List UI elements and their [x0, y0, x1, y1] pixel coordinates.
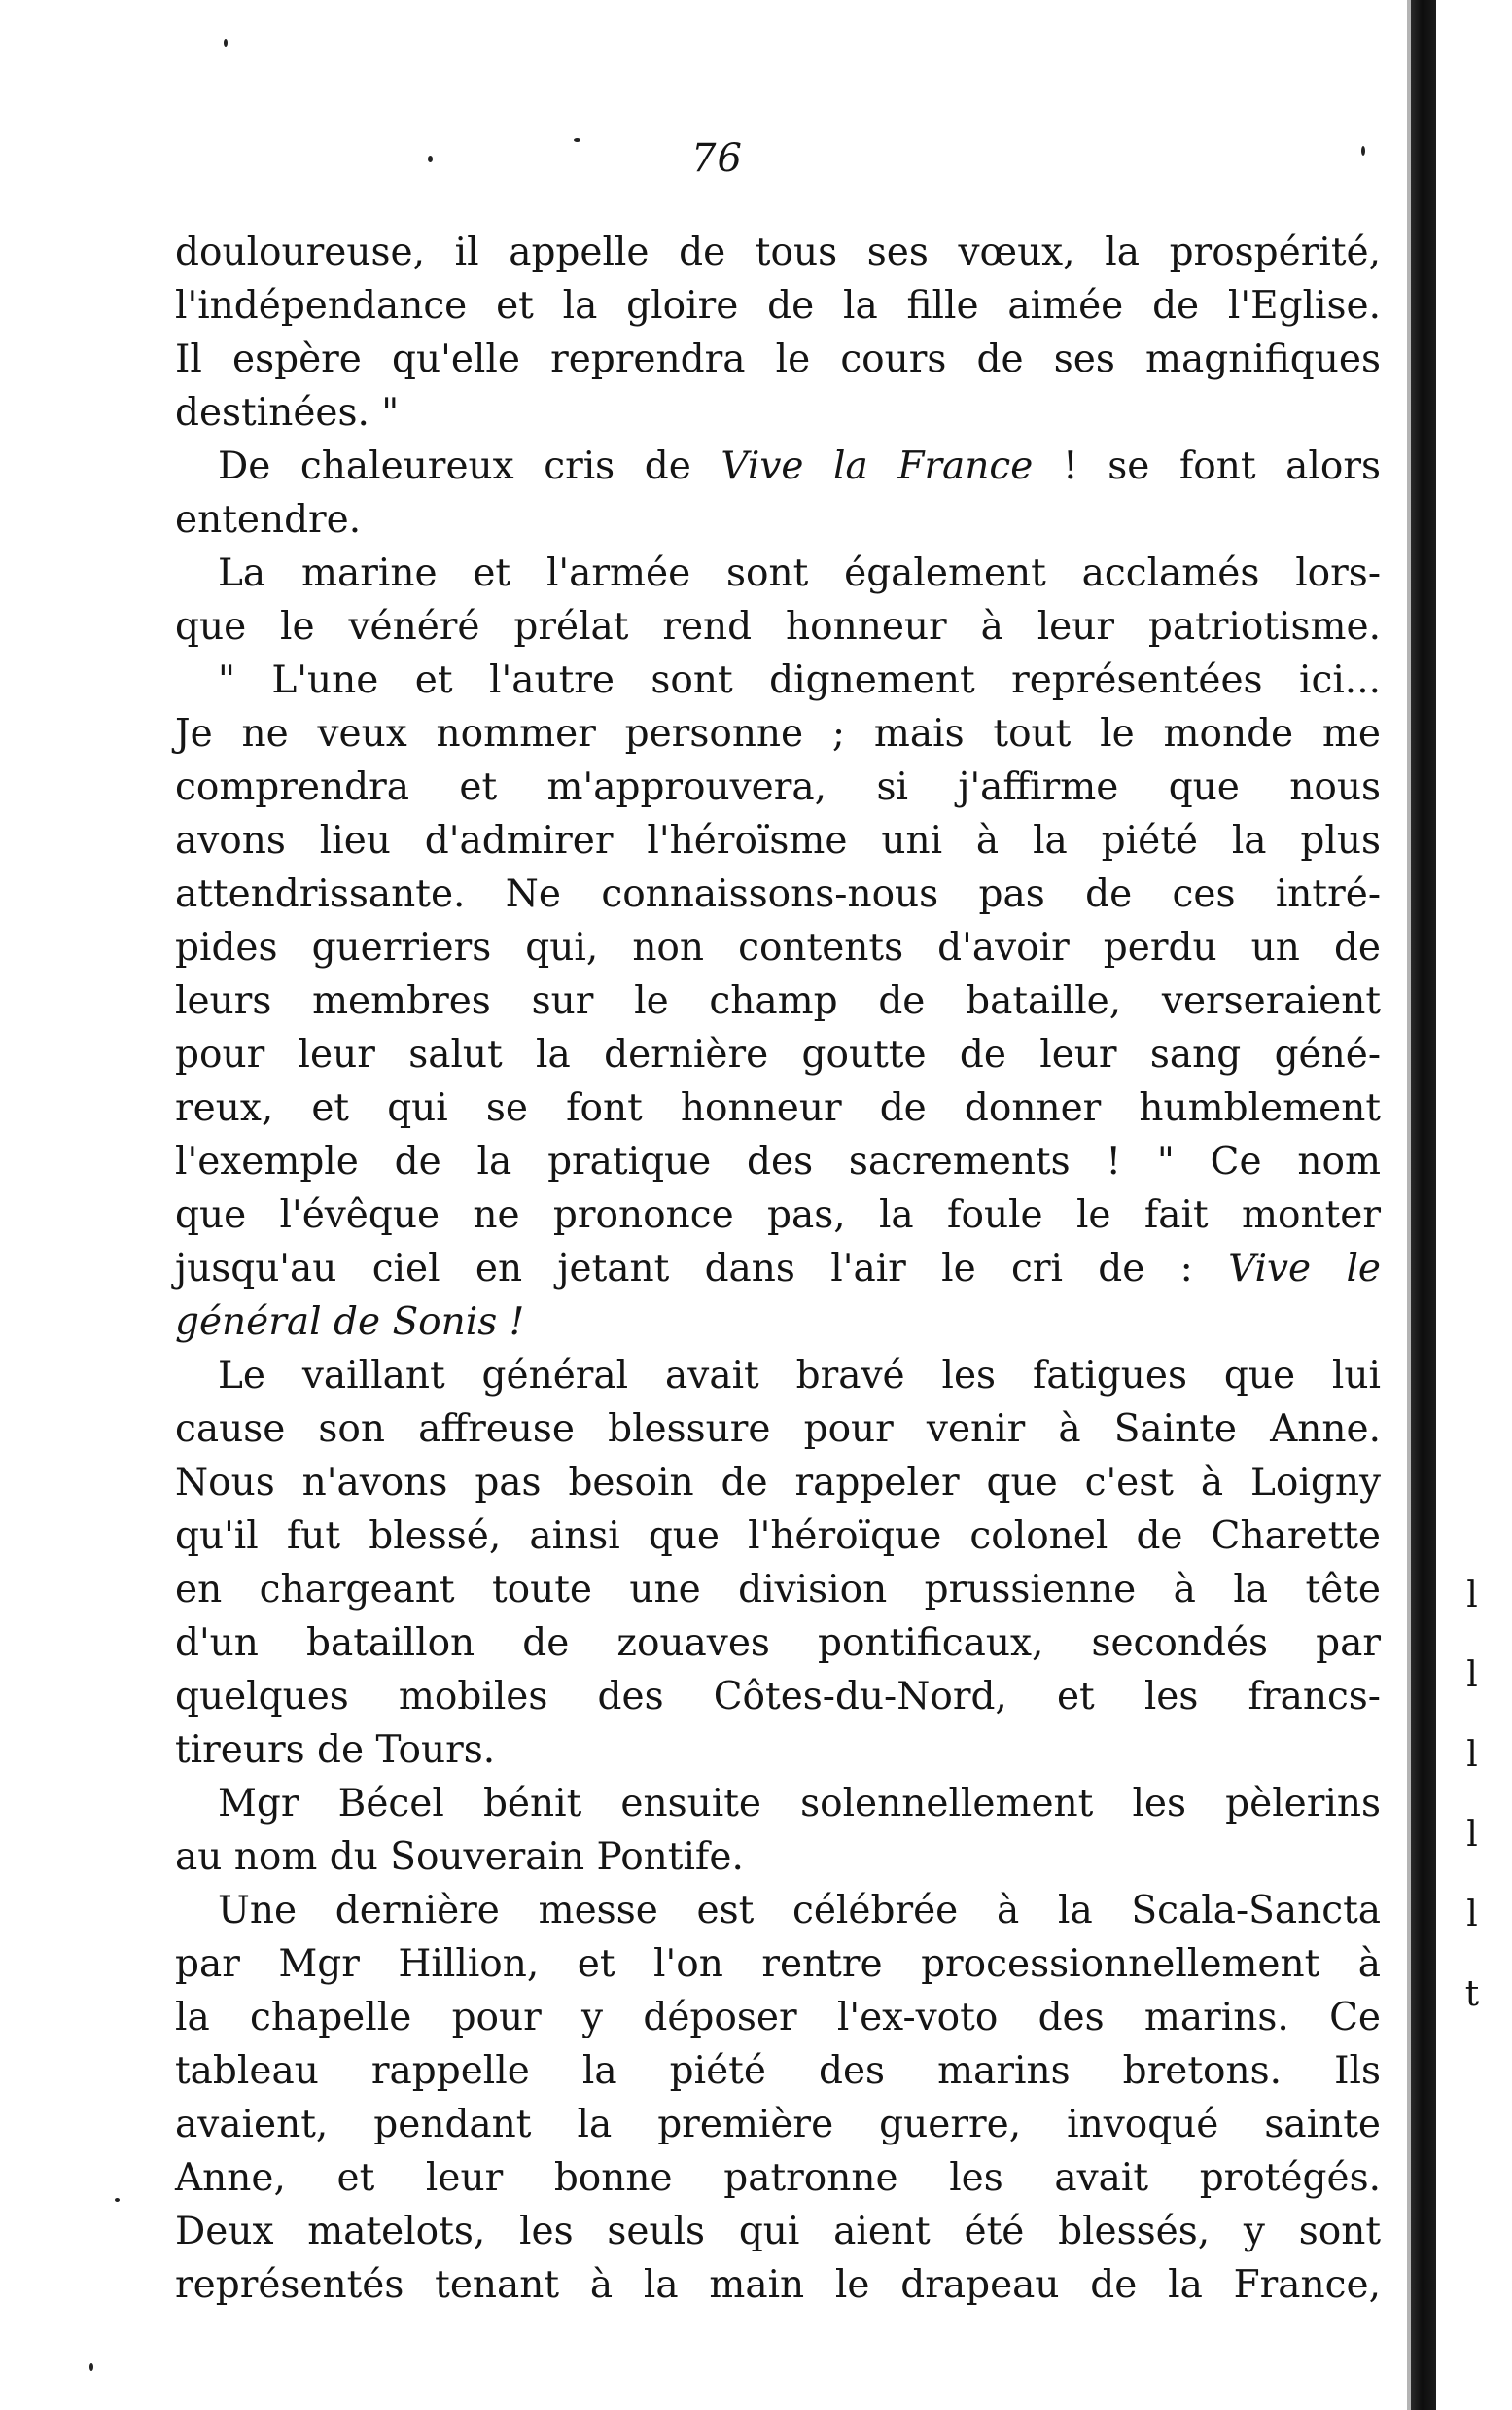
text-line: attendrissante. Ne connaissons-nous pas de ces intré- — [175, 872, 1381, 916]
margin-mark: l — [1466, 1895, 1478, 1934]
text-line: quelques mobiles des Côtes-du-Nord, et les francs- — [175, 1675, 1381, 1719]
text-line: d'un bataillon de zouaves pontificaux, secondés par — [175, 1621, 1381, 1665]
text-line — [175, 1242, 1381, 1295]
text-line: que l'évêque ne prononce pas, la foule le fait monter — [175, 1193, 1381, 1237]
scan-speck — [428, 156, 433, 162]
text-line — [175, 1295, 1381, 1349]
scan-speck — [1361, 146, 1365, 156]
text-line: Mgr Bécel bénit ensuite solennellement les pèlerins — [218, 1782, 1381, 1825]
book-binding-edge — [1411, 0, 1436, 2410]
text-line: Anne, et leur bonne patronne les avait protégés. — [175, 2156, 1381, 2200]
margin-mark: l — [1466, 1735, 1478, 1775]
text-line — [175, 440, 1381, 493]
text-line: pour leur salut la dernière goutte de leur sang géné- — [175, 1033, 1381, 1077]
margin-mark: l — [1466, 1655, 1478, 1695]
text-line: La marine et l'armée sont également acclamés lors- — [218, 551, 1381, 595]
text-line: l'indépendance et la gloire de la fille aimée de l'Eglise. — [175, 284, 1381, 328]
text-line: comprendra et m'approuvera, si j'affirme que nous — [175, 765, 1381, 809]
italic-phrase: Vive le — [1228, 1247, 1381, 1291]
scan-speck — [89, 2363, 93, 2371]
text-line: Une dernière messe est célébrée à la Scala-Sancta — [218, 1889, 1381, 1932]
text-line: par Mgr Hillion, et l'on rentre processionnellement à — [175, 1942, 1381, 1986]
italic-phrase: Vive la France — [721, 444, 1034, 488]
text-run: De chaleureux cris de — [218, 444, 721, 488]
text-run: ! se font alors — [1033, 444, 1382, 488]
italic-phrase: général de Sonis ! — [175, 1300, 525, 1344]
text-line: Deux matelots, les seuls qui aient été blessés, y sont — [175, 2210, 1381, 2253]
text-line: représentés tenant à la main le drapeau de la France, — [175, 2263, 1381, 2307]
page-number: 76 — [691, 136, 743, 181]
text-line: cause son affreuse blessure pour venir à Sainte Anne. — [175, 1407, 1381, 1451]
text-line: la chapelle pour y déposer l'ex-voto des marins. Ce — [175, 1996, 1381, 2039]
text-line: reux, et qui se font honneur de donner humblement — [175, 1086, 1381, 1130]
text-line: avaient, pendant la première guerre, invoqué sainte — [175, 2103, 1381, 2146]
text-line: Nous n'avons pas besoin de rappeler que c'est à Loigny — [175, 1461, 1381, 1505]
text-line: pides guerriers qui, non contents d'avoir perdu un de — [175, 926, 1381, 970]
scan-speck — [115, 2198, 120, 2202]
margin-mark: t — [1464, 1974, 1480, 2014]
margin-mark: l — [1466, 1815, 1478, 1855]
margin-marks — [1448, 1556, 1496, 2035]
text-line: en chargeant toute une division prussienne à la tête — [175, 1568, 1381, 1612]
text-line: avons lieu d'admirer l'héroïsme uni à la piété la plus — [175, 819, 1381, 863]
text-line: Je ne veux nommer personne ; mais tout le monde me — [175, 712, 1381, 756]
text-line: entendre. — [175, 498, 362, 542]
text-line: Il espère qu'elle reprendra le cours de ses magnifiques — [175, 337, 1381, 381]
text-line: destinées. " — [175, 391, 400, 435]
text-line: tireurs de Tours. — [175, 1728, 496, 1772]
text-line: douloureuse, il appelle de tous ses vœux, la prospérité, — [175, 230, 1381, 274]
text-line: Le vaillant général avait bravé les fatigues que lui — [218, 1354, 1381, 1398]
text-line: que le vénéré prélat rend honneur à leur patriotisme. — [175, 605, 1381, 649]
body-text — [175, 226, 1381, 2312]
text-line: au nom du Souverain Pontife. — [175, 1835, 744, 1879]
text-line: " L'une et l'autre sont dignement représentées ici... — [218, 658, 1381, 702]
scan-speck — [574, 138, 580, 142]
text-line: leurs membres sur le champ de bataille, verseraient — [175, 979, 1381, 1023]
text-line: tableau rappelle la piété des marins bretons. Ils — [175, 2049, 1381, 2093]
text-line: qu'il fut blessé, ainsi que l'héroïque colonel de Charette — [175, 1514, 1381, 1558]
text-line: l'exemple de la pratique des sacrements ! " Ce nom — [175, 1140, 1381, 1184]
margin-mark: l — [1466, 1576, 1478, 1615]
text-run: jusqu'au ciel en jetant dans l'air le cri de : — [175, 1247, 1229, 1291]
scan-speck — [224, 39, 228, 47]
